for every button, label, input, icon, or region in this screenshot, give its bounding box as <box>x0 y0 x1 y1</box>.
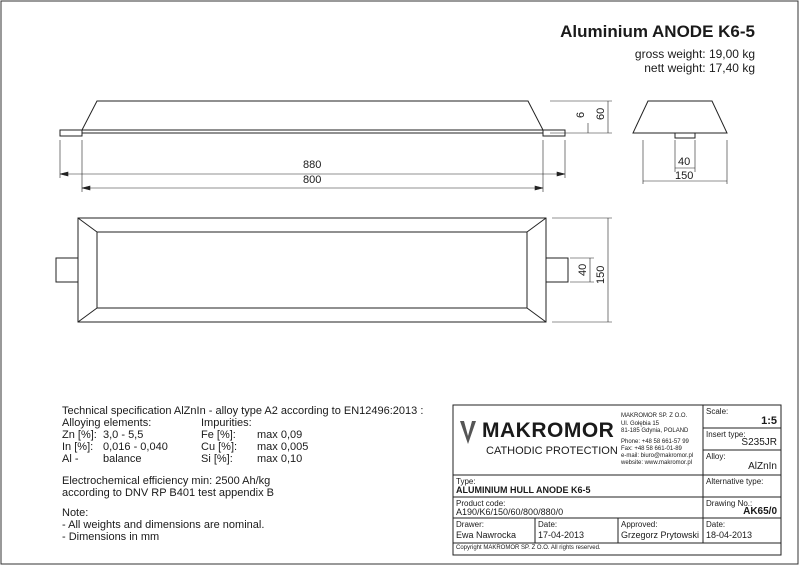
drawer-label: Drawer: <box>456 520 485 529</box>
efficiency-line-2: according to DNV RP B401 test appendix B <box>62 487 274 499</box>
dim-label-6: 6 <box>575 111 587 118</box>
product-code-value: A190/K6/150/60/800/880/0 <box>456 507 564 517</box>
impurity-val: max 0,09 <box>257 429 303 441</box>
address-line: 81-185 Gdynia, POLAND <box>621 428 689 434</box>
impurity-el: Cu [%]: <box>201 441 238 453</box>
plan-outer <box>78 218 546 322</box>
arrow <box>60 172 68 176</box>
gross-weight: gross weight: 19,00 kg <box>634 47 755 61</box>
insert-type-label: Insert type: <box>706 430 746 439</box>
dim-label-880: 880 <box>303 159 322 171</box>
alloy-el: Zn [%]: <box>62 429 97 441</box>
nett-weight: nett weight: 17,40 kg <box>644 61 755 75</box>
note-heading: Note: <box>62 507 89 519</box>
arrow <box>557 172 565 176</box>
end-view-body <box>633 101 727 133</box>
type-label: Type: <box>456 477 476 486</box>
note-line-2: - Dimensions in mm <box>62 531 160 543</box>
side-view-insert-left <box>60 130 82 136</box>
phone: Phone: +48 58 661-57 99 <box>621 439 689 445</box>
date-label: Date: <box>538 520 558 529</box>
alloy-val: 0,016 - 0,040 <box>103 441 168 453</box>
plan-view <box>56 218 612 322</box>
end-view-insert <box>675 133 695 138</box>
impurities-heading: Impurities: <box>201 417 252 429</box>
alloy-el: In [%]: <box>62 441 94 453</box>
scale-value: 1:5 <box>761 415 777 427</box>
alloying-heading: Alloying elements: <box>62 417 152 429</box>
drawing-no-value: AK65/0 <box>743 506 777 517</box>
arrow <box>82 186 90 190</box>
plan-inner <box>97 232 527 308</box>
company-subtitle: CATHODIC PROTECTION <box>486 445 618 457</box>
copyright: Copyright MAKROMOR SP. Z O.O. All rights reserved. <box>456 545 601 551</box>
dim-label-plan-150: 150 <box>595 265 607 284</box>
efficiency-line-1: Electrochemical efficiency min: 2500 Ah/kg <box>62 475 271 487</box>
dim-label-60: 60 <box>595 107 607 120</box>
address-line: Ul. Gołębia 15 <box>621 421 660 427</box>
alloy-el: Al - <box>62 453 79 465</box>
fax: Fax: +48 58 661-01-89 <box>621 446 682 452</box>
plan-insert-right <box>546 258 568 282</box>
company-name: MAKROMOR <box>482 419 615 442</box>
makromor-logo-icon <box>460 421 476 444</box>
side-view <box>60 101 612 136</box>
side-view-body <box>82 101 543 130</box>
drawing-title: Aluminium ANODE K6-5 <box>560 22 755 41</box>
scale-label: Scale: <box>706 407 729 416</box>
approved-label: Approved: <box>621 520 658 529</box>
alternative-type-label: Alternative type: <box>706 477 764 486</box>
type-value: ALUMINIUM HULL ANODE K6-5 <box>456 485 591 495</box>
date-value: 17-04-2013 <box>538 530 585 540</box>
impurity-val: max 0,10 <box>257 453 303 465</box>
impurity-el: Si [%]: <box>201 453 233 465</box>
alloy-val: balance <box>103 453 142 465</box>
email: e-mail: biuro@makromor.pl <box>621 453 694 459</box>
dim-label-plan-40: 40 <box>577 263 589 276</box>
note-line-1: - All weights and dimensions are nominal. <box>62 519 265 531</box>
dim-label-end-150: 150 <box>675 170 694 182</box>
arrow <box>535 186 543 190</box>
impurity-el: Fe [%]: <box>201 429 236 441</box>
impurity-val: max 0,005 <box>257 441 309 453</box>
approved-value: Grzegorz Prytowski <box>621 530 700 540</box>
website: website: www.makromor.pl <box>621 460 693 466</box>
plan-insert-left <box>56 258 78 282</box>
drawing-no-label: Drawing No.: <box>706 499 753 508</box>
dim-label-end-40: 40 <box>678 156 691 168</box>
drawer-value: Ewa Nawrocka <box>456 530 517 540</box>
spec-heading: Technical specification AlZnIn - alloy type A2 according to EN12496:2013 : <box>62 405 424 417</box>
insert-type-value: S235JR <box>741 437 777 448</box>
address-line: MAKROMOR SP. Z O.O. <box>621 413 688 419</box>
date-label: Date: <box>706 520 726 529</box>
dim-label-800: 800 <box>303 174 322 186</box>
date-value: 18-04-2013 <box>706 530 753 540</box>
alloy-label: Alloy: <box>706 452 726 461</box>
alloy-val: 3,0 - 5,5 <box>103 429 144 441</box>
product-code-label: Product code: <box>456 499 506 508</box>
alloy-value: AlZnIn <box>748 461 777 472</box>
